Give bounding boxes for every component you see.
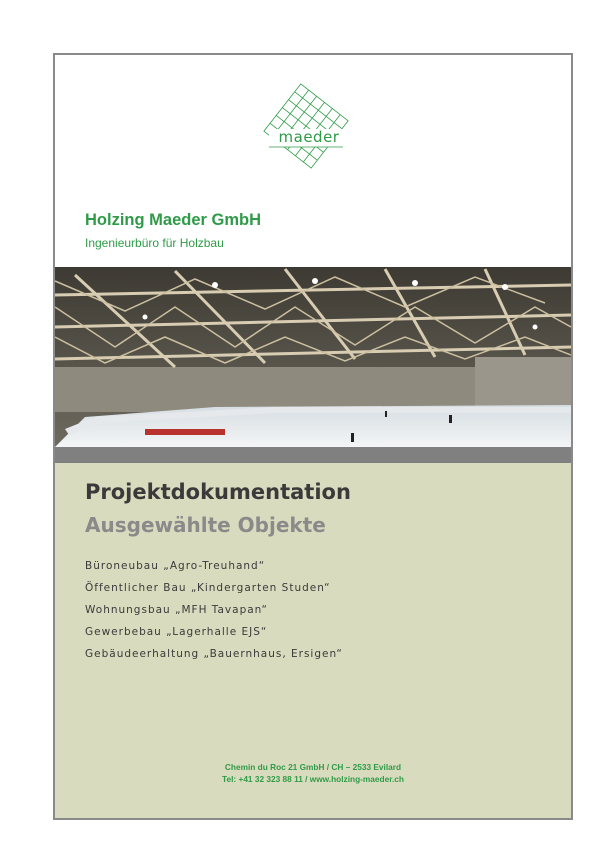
contact-footer bbox=[55, 761, 571, 785]
list-item: Gebäudeerhaltung „Bauernhaus, Ersigen“ bbox=[85, 648, 343, 660]
list-item: Wohnungsbau „MFH Tavapan“ bbox=[85, 604, 268, 616]
project-list bbox=[85, 555, 343, 665]
company-name: Holzing Maeder GmbH bbox=[85, 211, 262, 229]
company-logo bbox=[263, 78, 349, 174]
project-panel bbox=[55, 463, 571, 818]
document-title: Projektdokumentation bbox=[85, 480, 351, 504]
company-block bbox=[85, 211, 261, 250]
ice-rink-hall-image bbox=[55, 267, 571, 447]
footer-address: Chemin du Roc 21 GmbH / CH – 2533 Evilard bbox=[224, 762, 402, 772]
footer-contact: Tel: +41 32 323 88 11 / www.holzing-maeder.ch bbox=[222, 774, 404, 784]
list-item: Öffentlicher Bau „Kindergarten Studen“ bbox=[85, 582, 331, 594]
company-tagline: Ingenieurbüro für Holzbau bbox=[85, 236, 224, 250]
document-subtitle: Ausgewählte Objekte bbox=[85, 513, 326, 537]
list-item: Gewerbebau „Lagerhalle EJS“ bbox=[85, 626, 268, 638]
document-page bbox=[53, 53, 573, 820]
divider-band bbox=[55, 447, 571, 463]
ice-rink-photo bbox=[55, 267, 571, 447]
grid-diamond-logo-icon bbox=[263, 78, 349, 174]
list-item: Büroneubau „Agro-Treuhand“ bbox=[85, 560, 266, 572]
logo-wordmark: maeder bbox=[278, 128, 340, 146]
